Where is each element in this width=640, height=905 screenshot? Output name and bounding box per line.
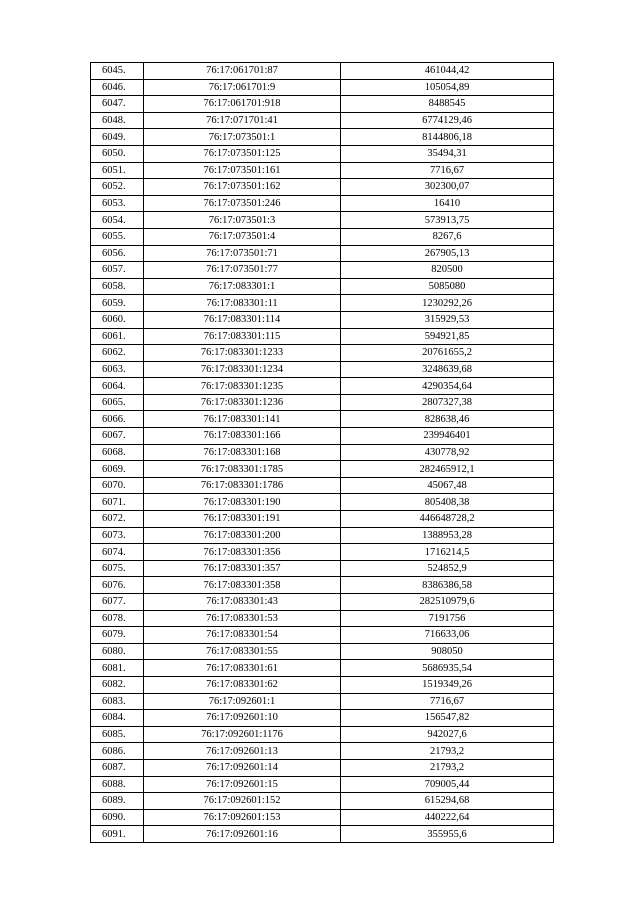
value-cell: 282510979,6 (341, 594, 554, 611)
table-row (91, 676, 554, 693)
table-row (91, 411, 554, 428)
row-number-cell: 6076. (91, 577, 144, 594)
table-row (91, 511, 554, 528)
table-row (91, 345, 554, 362)
table-row (91, 245, 554, 262)
row-number-cell: 6082. (91, 676, 144, 693)
cadastral-number-cell: 76:17:083301:1 (144, 278, 341, 295)
row-number-cell: 6047. (91, 96, 144, 113)
cadastral-number-cell: 76:17:073501:125 (144, 145, 341, 162)
table-row (91, 195, 554, 212)
table-row (91, 826, 554, 843)
table-row (91, 361, 554, 378)
value-cell: 21793,2 (341, 743, 554, 760)
row-number-cell: 6078. (91, 610, 144, 627)
table-row (91, 776, 554, 793)
row-number-cell: 6065. (91, 394, 144, 411)
row-number-cell: 6084. (91, 710, 144, 727)
cadastral-number-cell: 76:17:092601:16 (144, 826, 341, 843)
value-cell: 355955,6 (341, 826, 554, 843)
row-number-cell: 6077. (91, 594, 144, 611)
row-number-cell: 6048. (91, 112, 144, 129)
table-row (91, 444, 554, 461)
row-number-cell: 6045. (91, 63, 144, 80)
table-row (91, 179, 554, 196)
value-cell: 942027,6 (341, 726, 554, 743)
cadastral-number-cell: 76:17:083301:166 (144, 428, 341, 445)
cadastral-number-cell: 76:17:083301:43 (144, 594, 341, 611)
table-row (91, 743, 554, 760)
value-cell: 828638,46 (341, 411, 554, 428)
table-row (91, 112, 554, 129)
cadastral-number-cell: 76:17:083301:114 (144, 311, 341, 328)
cadastral-number-cell: 76:17:083301:115 (144, 328, 341, 345)
table-row (91, 428, 554, 445)
row-number-cell: 6068. (91, 444, 144, 461)
cadastral-number-cell: 76:17:061701:918 (144, 96, 341, 113)
table-row (91, 759, 554, 776)
value-cell: 7716,67 (341, 162, 554, 179)
table-row (91, 311, 554, 328)
value-cell: 594921,85 (341, 328, 554, 345)
value-cell: 5085080 (341, 278, 554, 295)
row-number-cell: 6071. (91, 494, 144, 511)
value-cell: 8386386,58 (341, 577, 554, 594)
row-number-cell: 6049. (91, 129, 144, 146)
table-row (91, 710, 554, 727)
value-cell: 8267,6 (341, 228, 554, 245)
cadastral-number-cell: 76:17:092601:153 (144, 809, 341, 826)
table-row (91, 610, 554, 627)
row-number-cell: 6062. (91, 345, 144, 362)
cadastral-number-cell: 76:17:083301:55 (144, 643, 341, 660)
cadastral-number-cell: 76:17:092601:13 (144, 743, 341, 760)
value-cell: 35494,31 (341, 145, 554, 162)
cadastral-number-cell: 76:17:083301:190 (144, 494, 341, 511)
table-body (91, 63, 554, 843)
row-number-cell: 6080. (91, 643, 144, 660)
cadastral-number-cell: 76:17:083301:191 (144, 511, 341, 528)
table-row (91, 378, 554, 395)
value-cell: 1519349,26 (341, 676, 554, 693)
table-row (91, 726, 554, 743)
table-row (91, 278, 554, 295)
table-row (91, 544, 554, 561)
value-cell: 302300,07 (341, 179, 554, 196)
row-number-cell: 6088. (91, 776, 144, 793)
table-row (91, 477, 554, 494)
value-cell: 524852,9 (341, 560, 554, 577)
value-cell: 267905,13 (341, 245, 554, 262)
cadastral-value-table (90, 62, 554, 843)
value-cell: 7191756 (341, 610, 554, 627)
value-cell: 282465912,1 (341, 461, 554, 478)
table-row (91, 494, 554, 511)
table-row (91, 129, 554, 146)
value-cell: 315929,53 (341, 311, 554, 328)
row-number-cell: 6060. (91, 311, 144, 328)
row-number-cell: 6073. (91, 527, 144, 544)
row-number-cell: 6086. (91, 743, 144, 760)
value-cell: 6774129,46 (341, 112, 554, 129)
cadastral-number-cell: 76:17:083301:62 (144, 676, 341, 693)
value-cell: 45067,48 (341, 477, 554, 494)
row-number-cell: 6085. (91, 726, 144, 743)
cadastral-number-cell: 76:17:083301:200 (144, 527, 341, 544)
value-cell: 2807327,38 (341, 394, 554, 411)
value-cell: 8144806,18 (341, 129, 554, 146)
value-cell: 446648728,2 (341, 511, 554, 528)
cadastral-number-cell: 76:17:073501:1 (144, 129, 341, 146)
value-cell: 20761655,2 (341, 345, 554, 362)
table-row (91, 63, 554, 80)
row-number-cell: 6056. (91, 245, 144, 262)
cadastral-number-cell: 76:17:061701:9 (144, 79, 341, 96)
value-cell: 7716,67 (341, 693, 554, 710)
value-cell: 239946401 (341, 428, 554, 445)
cadastral-number-cell: 76:17:083301:1233 (144, 345, 341, 362)
cadastral-number-cell: 76:17:083301:168 (144, 444, 341, 461)
value-cell: 573913,75 (341, 212, 554, 229)
cadastral-number-cell: 76:17:073501:3 (144, 212, 341, 229)
value-cell: 1388953,28 (341, 527, 554, 544)
cadastral-number-cell: 76:17:083301:358 (144, 577, 341, 594)
row-number-cell: 6066. (91, 411, 144, 428)
value-cell: 709005,44 (341, 776, 554, 793)
table-row (91, 145, 554, 162)
cadastral-number-cell: 76:17:061701:87 (144, 63, 341, 80)
value-cell: 430778,92 (341, 444, 554, 461)
row-number-cell: 6089. (91, 793, 144, 810)
table-row (91, 295, 554, 312)
table-row (91, 643, 554, 660)
row-number-cell: 6050. (91, 145, 144, 162)
cadastral-number-cell: 76:17:092601:152 (144, 793, 341, 810)
row-number-cell: 6070. (91, 477, 144, 494)
row-number-cell: 6061. (91, 328, 144, 345)
value-cell: 156547,82 (341, 710, 554, 727)
table-row (91, 527, 554, 544)
row-number-cell: 6059. (91, 295, 144, 312)
cadastral-number-cell: 76:17:073501:161 (144, 162, 341, 179)
row-number-cell: 6081. (91, 660, 144, 677)
table-row (91, 212, 554, 229)
row-number-cell: 6074. (91, 544, 144, 561)
table-row (91, 394, 554, 411)
cadastral-number-cell: 76:17:083301:356 (144, 544, 341, 561)
cadastral-number-cell: 76:17:092601:14 (144, 759, 341, 776)
value-cell: 908050 (341, 643, 554, 660)
cadastral-number-cell: 76:17:083301:61 (144, 660, 341, 677)
cadastral-number-cell: 76:17:083301:54 (144, 627, 341, 644)
value-cell: 716633,06 (341, 627, 554, 644)
table-row (91, 693, 554, 710)
cadastral-number-cell: 76:17:083301:1235 (144, 378, 341, 395)
row-number-cell: 6075. (91, 560, 144, 577)
row-number-cell: 6051. (91, 162, 144, 179)
table-row (91, 577, 554, 594)
value-cell: 440222,64 (341, 809, 554, 826)
table-row (91, 162, 554, 179)
row-number-cell: 6063. (91, 361, 144, 378)
value-cell: 820500 (341, 262, 554, 279)
row-number-cell: 6083. (91, 693, 144, 710)
row-number-cell: 6053. (91, 195, 144, 212)
row-number-cell: 6058. (91, 278, 144, 295)
row-number-cell: 6091. (91, 826, 144, 843)
cadastral-number-cell: 76:17:092601:1 (144, 693, 341, 710)
cadastral-number-cell: 76:17:092601:10 (144, 710, 341, 727)
cadastral-number-cell: 76:17:083301:53 (144, 610, 341, 627)
cadastral-number-cell: 76:17:083301:1236 (144, 394, 341, 411)
table-row (91, 461, 554, 478)
cadastral-number-cell: 76:17:083301:11 (144, 295, 341, 312)
value-cell: 461044,42 (341, 63, 554, 80)
cadastral-number-cell: 76:17:083301:357 (144, 560, 341, 577)
cadastral-number-cell: 76:17:092601:15 (144, 776, 341, 793)
table-row (91, 809, 554, 826)
value-cell: 5686935,54 (341, 660, 554, 677)
table-row (91, 627, 554, 644)
table-row (91, 793, 554, 810)
table-row (91, 96, 554, 113)
value-cell: 4290354,64 (341, 378, 554, 395)
value-cell: 105054,89 (341, 79, 554, 96)
table-row (91, 560, 554, 577)
row-number-cell: 6046. (91, 79, 144, 96)
row-number-cell: 6072. (91, 511, 144, 528)
cadastral-number-cell: 76:17:073501:246 (144, 195, 341, 212)
table-row (91, 660, 554, 677)
table-row (91, 262, 554, 279)
value-cell: 21793,2 (341, 759, 554, 776)
cadastral-number-cell: 76:17:073501:162 (144, 179, 341, 196)
row-number-cell: 6064. (91, 378, 144, 395)
table-row (91, 79, 554, 96)
row-number-cell: 6069. (91, 461, 144, 478)
value-cell: 615294,68 (341, 793, 554, 810)
row-number-cell: 6090. (91, 809, 144, 826)
row-number-cell: 6055. (91, 228, 144, 245)
value-cell: 1230292,26 (341, 295, 554, 312)
cadastral-number-cell: 76:17:073501:77 (144, 262, 341, 279)
value-cell: 1716214,5 (341, 544, 554, 561)
table-row (91, 594, 554, 611)
table-row (91, 328, 554, 345)
cadastral-number-cell: 76:17:073501:71 (144, 245, 341, 262)
cadastral-number-cell: 76:17:083301:1234 (144, 361, 341, 378)
cadastral-number-cell: 76:17:083301:141 (144, 411, 341, 428)
row-number-cell: 6057. (91, 262, 144, 279)
cadastral-number-cell: 76:17:083301:1786 (144, 477, 341, 494)
value-cell: 3248639,68 (341, 361, 554, 378)
row-number-cell: 6052. (91, 179, 144, 196)
value-cell: 805408,38 (341, 494, 554, 511)
cadastral-number-cell: 76:17:092601:1176 (144, 726, 341, 743)
value-cell: 16410 (341, 195, 554, 212)
cadastral-number-cell: 76:17:073501:4 (144, 228, 341, 245)
cadastral-number-cell: 76:17:083301:1785 (144, 461, 341, 478)
row-number-cell: 6087. (91, 759, 144, 776)
table-row (91, 228, 554, 245)
row-number-cell: 6054. (91, 212, 144, 229)
row-number-cell: 6067. (91, 428, 144, 445)
row-number-cell: 6079. (91, 627, 144, 644)
value-cell: 8488545 (341, 96, 554, 113)
cadastral-number-cell: 76:17:071701:41 (144, 112, 341, 129)
